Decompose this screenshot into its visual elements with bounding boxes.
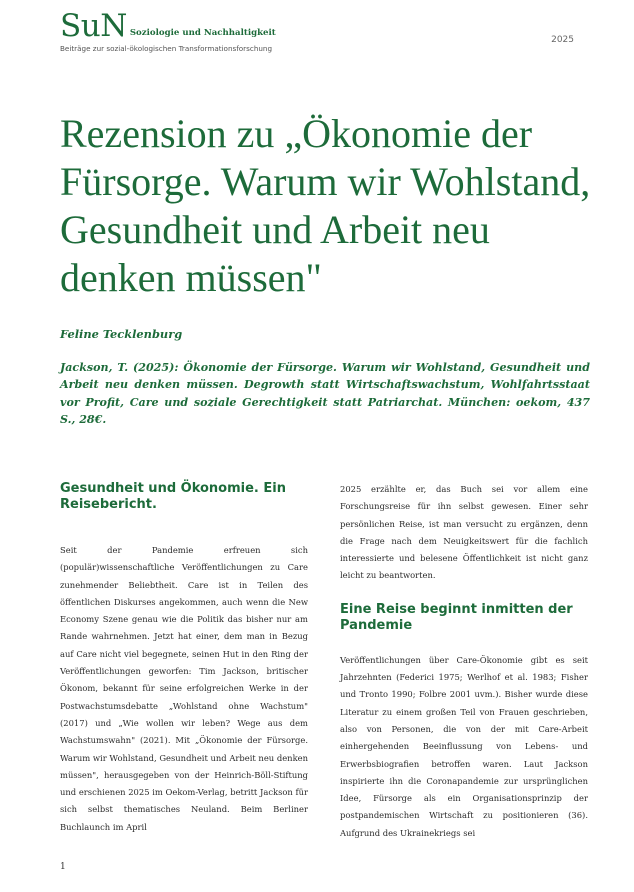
author-name: Feline Tecklenburg [60,327,183,341]
logo-subtitle: Soziologie und Nachhaltigkeit [129,28,276,38]
page-number: 1 [60,862,66,872]
body-paragraph-2: 2025 erzählte er, das Buch sei vor allem eine Forschungsreise für ihn selbst gewesen. Einer sehr persönlichen Reise, ist man versucht zu ergänzen, denn die Frage nach dem Neuigkeitswert für die fachlich interessierte und belesene Öffentlichkeit ist nicht ganz leicht zu beantworten. [340,484,588,581]
section-heading-2: Eine Reise beginnt inmitten der Pandemie [340,601,573,633]
publication-year: 2025 [551,35,574,45]
right-column [340,481,588,842]
journal-header [60,10,276,53]
section-heading-1: Gesundheit und Ökonomie. Ein Reisebericht. [60,481,286,512]
body-paragraph-3: Veröffentlichungen über Care-Ökonomie gibt es seit Jahrzehnten (Federici 1975; Werlhof et al. 1983; Fisher und Tronto 1990; Folbre 2001 uvm.). Bisher wurde diese Literatur zu einem großen Teil von Frauen geschrieben, also von Personen, die von der mit Care-Arbeit einhergehenden Beeinflussung von Lebens- und Erwerbsbiografien betroffen waren. Laut Jackson inspirierte ihn die Coronapandemie zur ursprünglichen Idee, Fürsorge als ein Organisationsprinzip der postpandemischen Wirtschaft zu positionieren (36). Aufgrund des Ukrainekriegs sei [340,654,588,838]
article-title: Rezension zu „Ökonomie der Fürsorge. Warum wir Wohlstand, Gesundheit und Arbeit neu denken müssen" [60,111,591,300]
left-column [60,481,308,836]
book-citation: Jackson, T. (2025): Ökonomie der Fürsorge. Warum wir Wohlstand, Gesundheit und Arbeit neu denken müssen. Degrowth statt Wirtschaftswachstum, Wohlfahrtsstaat vor Profit, Care und soziale Gerechtigkeit statt Patriarchat. München: oekom, 437 S., 28€. [60,361,590,426]
journal-logo [60,10,276,42]
journal-tagline: Beiträge zur sozial-ökologischen Transformationsforschung [60,44,273,53]
body-paragraph-1: Seit der Pandemie erfreuen sich (populär)wissenschaftliche Veröffentlichungen zu Care zunehmender Beliebtheit. Care ist in Teilen des öffentlichen Diskurses angekommen, auch wenn die New Economy Szene genau wie die Politik das bisher nur am Rande wahrnehmen. Jetzt hat einer, dem man in Bezug auf Care nicht viel begegnete, seinen Hut in den Ring der Veröffentlichungen geworfen: Tim Jackson, britischer Ökonom, bekannt für seine erfolgreichen Werke in der Postwachstumsdebatte „Wohlstand ohne Wachstum" (2017) und „Wie wollen wir leben? Wege aus dem Wachstumswahn" (2021). Mit „Ökonomie der Fürsorge. Warum wir Wohlstand, Gesundheit und Arbeit neu denken müssen", herausgegeben von der Heinrich-Böll-Stiftung und erschienen 2025 im Oekom-Verlag, betritt Jackson für sich selbst thematisches Neuland. Beim Berliner Buchlaunch im April [60,545,308,832]
logo-mark: SuN [60,8,127,44]
